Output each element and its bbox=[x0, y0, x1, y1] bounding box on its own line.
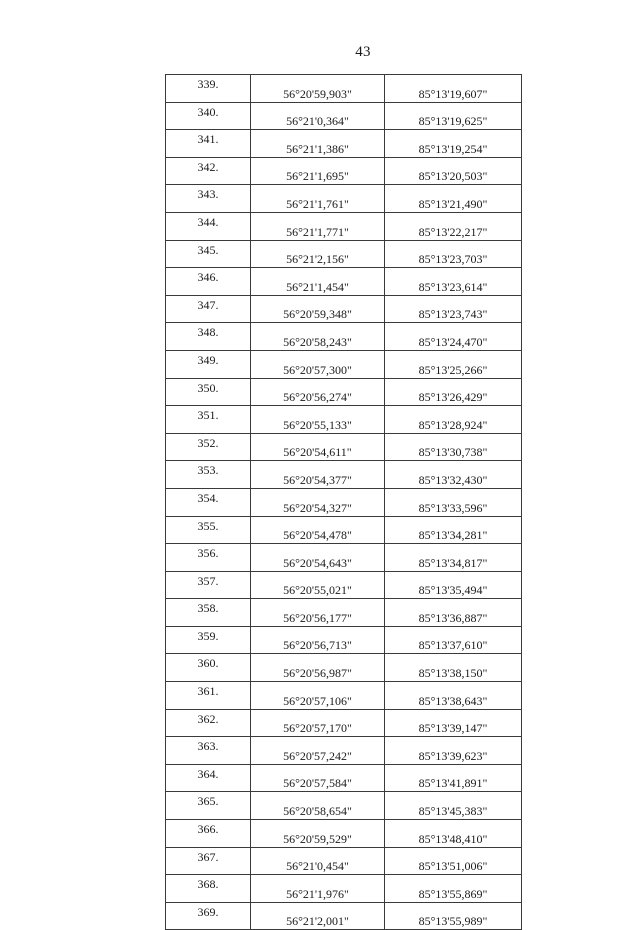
longitude-cell: 85°13'48,410" bbox=[385, 820, 522, 848]
longitude-cell: 85°13'32,430" bbox=[385, 461, 522, 489]
latitude-cell: 56°21'1,695" bbox=[251, 157, 385, 185]
table-row bbox=[166, 875, 522, 903]
point-number-cell: 366. bbox=[166, 820, 251, 848]
longitude-cell: 85°13'35,494" bbox=[385, 571, 522, 599]
longitude-cell: 85°13'30,738" bbox=[385, 433, 522, 461]
point-number-cell: 365. bbox=[166, 792, 251, 820]
table-row bbox=[166, 792, 522, 820]
longitude-cell: 85°13'34,281" bbox=[385, 516, 522, 544]
latitude-cell: 56°20'57,170" bbox=[251, 709, 385, 737]
table-row bbox=[166, 516, 522, 544]
latitude-cell: 56°20'56,987" bbox=[251, 654, 385, 682]
point-number-cell: 347. bbox=[166, 295, 251, 323]
table-row bbox=[166, 268, 522, 296]
table-row bbox=[166, 737, 522, 765]
longitude-cell: 85°13'19,254" bbox=[385, 130, 522, 158]
point-number-cell: 344. bbox=[166, 212, 251, 240]
longitude-cell: 85°13'19,625" bbox=[385, 102, 522, 130]
latitude-cell: 56°21'1,976" bbox=[251, 875, 385, 903]
table-row bbox=[166, 212, 522, 240]
point-number-cell: 360. bbox=[166, 654, 251, 682]
latitude-cell: 56°20'56,713" bbox=[251, 626, 385, 654]
latitude-cell: 56°20'59,529" bbox=[251, 820, 385, 848]
latitude-cell: 56°21'1,454" bbox=[251, 268, 385, 296]
point-number-cell: 339. bbox=[166, 75, 251, 103]
latitude-cell: 56°20'58,654" bbox=[251, 792, 385, 820]
table-row bbox=[166, 75, 522, 103]
point-number-cell: 346. bbox=[166, 268, 251, 296]
longitude-cell: 85°13'22,217" bbox=[385, 212, 522, 240]
longitude-cell: 85°13'28,924" bbox=[385, 406, 522, 434]
latitude-cell: 56°21'1,386" bbox=[251, 130, 385, 158]
table-row bbox=[166, 433, 522, 461]
point-number-cell: 355. bbox=[166, 516, 251, 544]
longitude-cell: 85°13'23,703" bbox=[385, 240, 522, 268]
table-row bbox=[166, 461, 522, 489]
point-number-cell: 348. bbox=[166, 323, 251, 351]
longitude-cell: 85°13'36,887" bbox=[385, 599, 522, 627]
point-number-cell: 368. bbox=[166, 875, 251, 903]
table-row bbox=[166, 682, 522, 710]
longitude-cell: 85°13'20,503" bbox=[385, 157, 522, 185]
latitude-cell: 56°20'59,348" bbox=[251, 295, 385, 323]
latitude-cell: 56°21'1,761" bbox=[251, 185, 385, 213]
longitude-cell: 85°13'41,891" bbox=[385, 764, 522, 792]
table-row bbox=[166, 902, 522, 930]
latitude-cell: 56°20'54,377" bbox=[251, 461, 385, 489]
table-row bbox=[166, 599, 522, 627]
longitude-cell: 85°13'34,817" bbox=[385, 544, 522, 572]
table-row bbox=[166, 544, 522, 572]
latitude-cell: 56°20'57,300" bbox=[251, 350, 385, 378]
latitude-cell: 56°21'2,156" bbox=[251, 240, 385, 268]
point-number-cell: 367. bbox=[166, 847, 251, 875]
longitude-cell: 85°13'24,470" bbox=[385, 323, 522, 351]
point-number-cell: 353. bbox=[166, 461, 251, 489]
table-row bbox=[166, 764, 522, 792]
point-number-cell: 342. bbox=[166, 157, 251, 185]
latitude-cell: 56°20'57,242" bbox=[251, 737, 385, 765]
longitude-cell: 85°13'23,743" bbox=[385, 295, 522, 323]
longitude-cell: 85°13'33,596" bbox=[385, 488, 522, 516]
point-number-cell: 361. bbox=[166, 682, 251, 710]
latitude-cell: 56°21'1,771" bbox=[251, 212, 385, 240]
longitude-cell: 85°13'45,383" bbox=[385, 792, 522, 820]
latitude-cell: 56°20'54,478" bbox=[251, 516, 385, 544]
longitude-cell: 85°13'38,643" bbox=[385, 682, 522, 710]
longitude-cell: 85°13'25,266" bbox=[385, 350, 522, 378]
table-row bbox=[166, 626, 522, 654]
table-row bbox=[166, 157, 522, 185]
longitude-cell: 85°13'21,490" bbox=[385, 185, 522, 213]
point-number-cell: 357. bbox=[166, 571, 251, 599]
table-row bbox=[166, 406, 522, 434]
table-row bbox=[166, 185, 522, 213]
longitude-cell: 85°13'51,006" bbox=[385, 847, 522, 875]
point-number-cell: 351. bbox=[166, 406, 251, 434]
longitude-cell: 85°13'26,429" bbox=[385, 378, 522, 406]
latitude-cell: 56°21'0,364" bbox=[251, 102, 385, 130]
latitude-cell: 56°20'54,327" bbox=[251, 488, 385, 516]
latitude-cell: 56°20'56,274" bbox=[251, 378, 385, 406]
point-number-cell: 349. bbox=[166, 350, 251, 378]
table-row bbox=[166, 350, 522, 378]
point-number-cell: 341. bbox=[166, 130, 251, 158]
point-number-cell: 356. bbox=[166, 544, 251, 572]
longitude-cell: 85°13'39,623" bbox=[385, 737, 522, 765]
table-row bbox=[166, 102, 522, 130]
point-number-cell: 358. bbox=[166, 599, 251, 627]
longitude-cell: 85°13'23,614" bbox=[385, 268, 522, 296]
table-row bbox=[166, 654, 522, 682]
point-number-cell: 345. bbox=[166, 240, 251, 268]
point-number-cell: 350. bbox=[166, 378, 251, 406]
longitude-cell: 85°13'38,150" bbox=[385, 654, 522, 682]
point-number-cell: 354. bbox=[166, 488, 251, 516]
point-number-cell: 343. bbox=[166, 185, 251, 213]
point-number-cell: 364. bbox=[166, 764, 251, 792]
table-row bbox=[166, 378, 522, 406]
latitude-cell: 56°20'57,584" bbox=[251, 764, 385, 792]
longitude-cell: 85°13'37,610" bbox=[385, 626, 522, 654]
point-number-cell: 363. bbox=[166, 737, 251, 765]
coordinates-table-body bbox=[166, 75, 522, 930]
latitude-cell: 56°20'55,021" bbox=[251, 571, 385, 599]
table-row bbox=[166, 488, 522, 516]
latitude-cell: 56°20'59,903" bbox=[251, 75, 385, 103]
table-row bbox=[166, 323, 522, 351]
table-row bbox=[166, 847, 522, 875]
longitude-cell: 85°13'19,607" bbox=[385, 75, 522, 103]
point-number-cell: 340. bbox=[166, 102, 251, 130]
page-number: 43 bbox=[355, 44, 371, 60]
point-number-cell: 359. bbox=[166, 626, 251, 654]
longitude-cell: 85°13'55,869" bbox=[385, 875, 522, 903]
point-number-cell: 369. bbox=[166, 902, 251, 930]
point-number-cell: 362. bbox=[166, 709, 251, 737]
table-row bbox=[166, 240, 522, 268]
coordinates-table bbox=[165, 74, 522, 930]
table-row bbox=[166, 130, 522, 158]
longitude-cell: 85°13'55,989" bbox=[385, 902, 522, 930]
table-row bbox=[166, 571, 522, 599]
longitude-cell: 85°13'39,147" bbox=[385, 709, 522, 737]
table-row bbox=[166, 295, 522, 323]
latitude-cell: 56°20'58,243" bbox=[251, 323, 385, 351]
latitude-cell: 56°20'55,133" bbox=[251, 406, 385, 434]
table-row bbox=[166, 820, 522, 848]
table-row bbox=[166, 709, 522, 737]
latitude-cell: 56°20'56,177" bbox=[251, 599, 385, 627]
latitude-cell: 56°20'54,643" bbox=[251, 544, 385, 572]
latitude-cell: 56°20'54,611" bbox=[251, 433, 385, 461]
point-number-cell: 352. bbox=[166, 433, 251, 461]
latitude-cell: 56°21'0,454" bbox=[251, 847, 385, 875]
latitude-cell: 56°20'57,106" bbox=[251, 682, 385, 710]
latitude-cell: 56°21'2,001" bbox=[251, 902, 385, 930]
